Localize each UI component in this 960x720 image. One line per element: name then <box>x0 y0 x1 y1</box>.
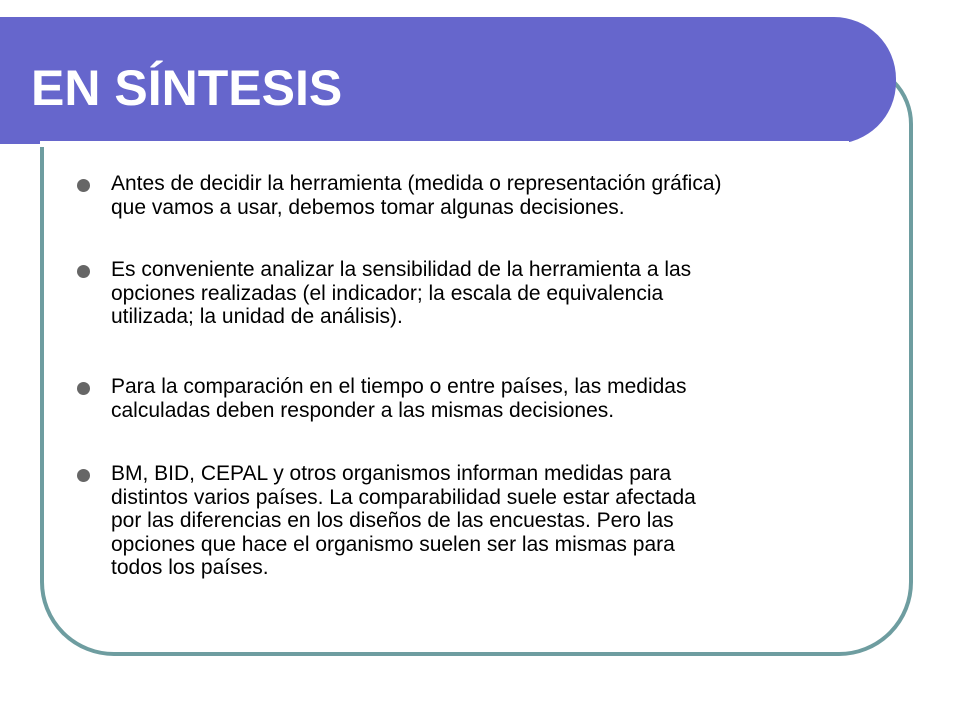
bullet-dot-icon <box>77 469 90 482</box>
bullet-text: Es conveniente analizar la sensibilidad de la herramienta a las opciones realizadas (el indicador; la escala de equivalencia utilizada; la unidad de análisis). <box>111 258 692 329</box>
bullet-dot-icon <box>77 179 90 192</box>
bullet-text: Para la comparación en el tiempo o entre países, las medidas calculadas deben responder a las mismas decisiones. <box>111 375 687 422</box>
bullet-text: Antes de decidir la herramienta (medida o representación gráfica) que vamos a usar, debemos tomar algunas decisiones. <box>111 172 722 219</box>
bullet-text: BM, BID, CEPAL y otros organismos informan medidas para distintos varios países. La comparabilidad suele estar afectada por las diferencias en los diseños de las encuestas. Pero las opciones que hace el organismo suelen ser las mismas para todos los países. <box>111 462 696 580</box>
slide-title: EN SÍNTESIS <box>31 60 343 116</box>
title-underline <box>40 141 849 147</box>
bullet-dot-icon <box>77 265 90 278</box>
bullet-dot-icon <box>77 382 90 395</box>
title-bar <box>0 17 896 144</box>
